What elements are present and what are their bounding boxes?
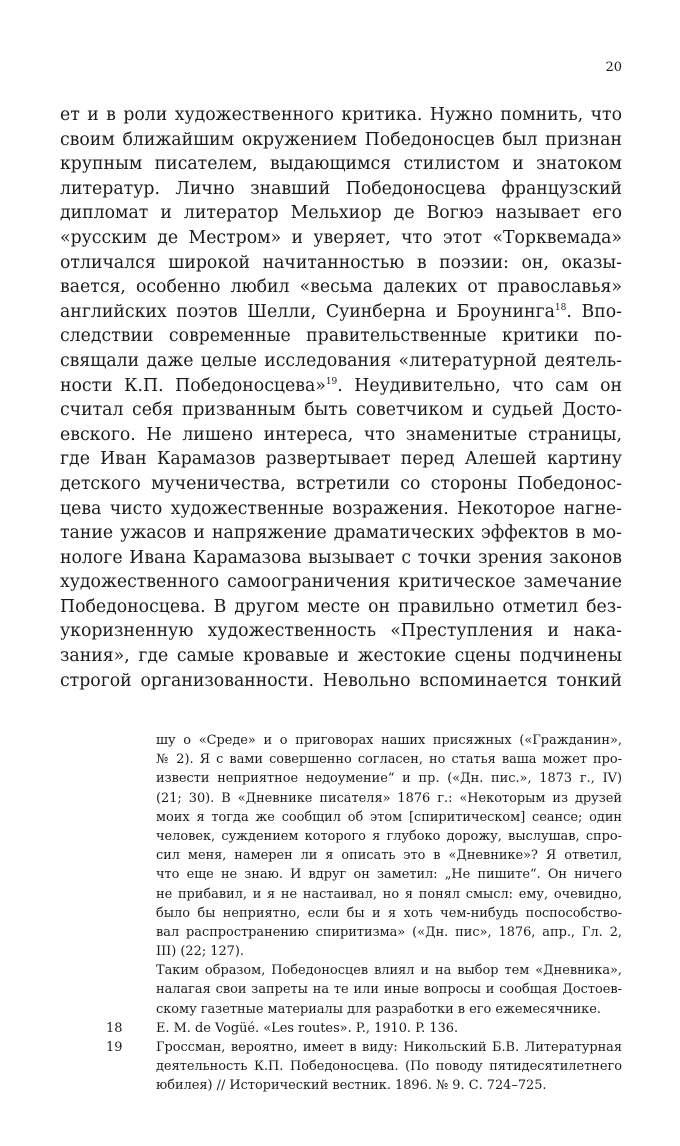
text-line: вается, особенно любил «весьма далеких от православья» (60, 277, 622, 298)
text-line: крупным писателем, выдающимся стилистом и знатоком (60, 154, 622, 175)
text-line (60, 374, 622, 399)
text-line: строгой организованности. Невольно вспоминается тонкий (60, 670, 622, 691)
note-line: не прибавил, и я не настаивал, но я понял смысл: ему, очевидно, (156, 886, 622, 902)
text-line: «русским де Местром» и уверяет, что этот «Торквемада» (60, 227, 622, 248)
text-line: цева чисто художественные возражения. Некоторое нагне- (60, 498, 622, 519)
note-line: что еще не знаю. И вдруг он заметил: „Не пишите“. Он ничего (156, 867, 622, 883)
note-line: шу о «Среде» и о приговорах наших присяжных («Гражданин», (156, 733, 622, 748)
text-line: где Иван Карамазов развертывает перед Алешей картину (60, 449, 622, 470)
footnote-number: 19 (106, 1040, 123, 1055)
text-segment: английских поэтов Шелли, Суинберна и Броунинга (60, 301, 555, 322)
note-line: юбилея) // Исторический вестник. 1896. № 9. С. 724–725. (156, 1078, 547, 1094)
note-line: сил меня, намерен ли я описать это в «Дневнике»? Я ответил, (156, 848, 622, 864)
text-line: считал себя призванным быть советчиком и судьей Досто- (60, 400, 622, 421)
page-number: 20 (605, 60, 622, 75)
text-line (60, 300, 622, 325)
footnote-ref-18[interactable]: 18 (554, 302, 567, 313)
text-line: зания», где самые кровавые и жестокие сцены подчинены (60, 646, 622, 667)
text-line: Победоносцева. В другом месте он правильно отметил без- (60, 596, 622, 617)
footnote-18 (60, 1019, 622, 1038)
text-segment: ности К.П. Победоносцева» (60, 375, 326, 396)
note-line: деятельность К.П. Победоносцева. (По поводу пятидесятилетнего (156, 1059, 622, 1075)
footnote-ref-19[interactable]: 19 (325, 376, 338, 387)
footnotes-area (60, 731, 622, 1096)
footnote-continuation (156, 731, 622, 1019)
note-line: налагая свои запреты на те или иные вопросы и сообщая Достоев- (156, 982, 622, 998)
note-line: Гроссман, вероятно, имеет в виду: Никольский Б.В. Литературная (156, 1040, 622, 1055)
text-line: отличался широкой начитанностью в поэзии: он, оказы- (60, 252, 622, 273)
text-line: ет и в роли художественного критика. Нужно помнить, что (60, 105, 622, 125)
text-segment: . Неудивительно, что сам он (337, 375, 622, 396)
note-line: E. M. de Vogüé. «Les routes». P., 1910. P. 136. (156, 1020, 459, 1036)
main-text (60, 103, 622, 693)
text-line: укоризненную художественность «Преступления и нака- (60, 621, 622, 642)
note-line: человек, суждением которого я глубоко дорожу, выслушав, спро- (156, 828, 622, 844)
text-line: тание ужасов и напряжение драматических эффектов в мо- (60, 523, 622, 544)
note-line: Таким образом, Победоносцев влиял и на выбор тем «Дневника», (156, 963, 622, 979)
text-segment: . Впо- (566, 301, 623, 322)
note-line: № 2). Я с вами совершенно согласен, но статья ваша может про- (156, 752, 622, 768)
text-line: художественного самоограничения критическое замечание (60, 572, 622, 593)
text-line: детского мученичества, встретили со стороны Победонос- (60, 473, 622, 494)
text-line: литератур. Лично знавший Победоносцева французский (60, 178, 622, 199)
text-line: нологе Ивана Карамазова вызывает с точки зрения законов (60, 547, 622, 568)
text-line: своим ближайшим окружением Победоносцев был признан (60, 129, 622, 150)
text-line: следствии современные правительственные критики по- (60, 326, 622, 347)
footnote-number: 18 (106, 1020, 123, 1036)
note-line: вал распространению спиритизма» («Дн. пис», 1876, апр., Гл. 2, (156, 924, 622, 940)
text-line: свящали даже целые исследования «литературной деятель- (60, 350, 622, 371)
text-line: евского. Не лишено интереса, что знаменитые страницы, (60, 424, 622, 445)
note-line: моих я тогда же сообщил об этом [спиритическом] сеансе; один (156, 809, 622, 825)
text-line: дипломат и литератор Мельхиор де Вогюэ называет его (60, 203, 622, 224)
note-line: было бы неприятно, если бы и я хоть чем-нибудь поспособство- (156, 905, 622, 921)
note-line: скому газетные материалы для разработки в его ежемесячнике. (156, 1001, 601, 1017)
note-line: извести неприятное недоумение“ и пр. («Дн. пис.», 1873 г., IV) (156, 771, 622, 787)
footnote-19 (60, 1038, 622, 1096)
note-line: (21; 30). В «Дневнике писателя» 1876 г.: «Некоторым из друзей (156, 790, 622, 806)
note-line: III) (22; 127). (156, 944, 245, 960)
